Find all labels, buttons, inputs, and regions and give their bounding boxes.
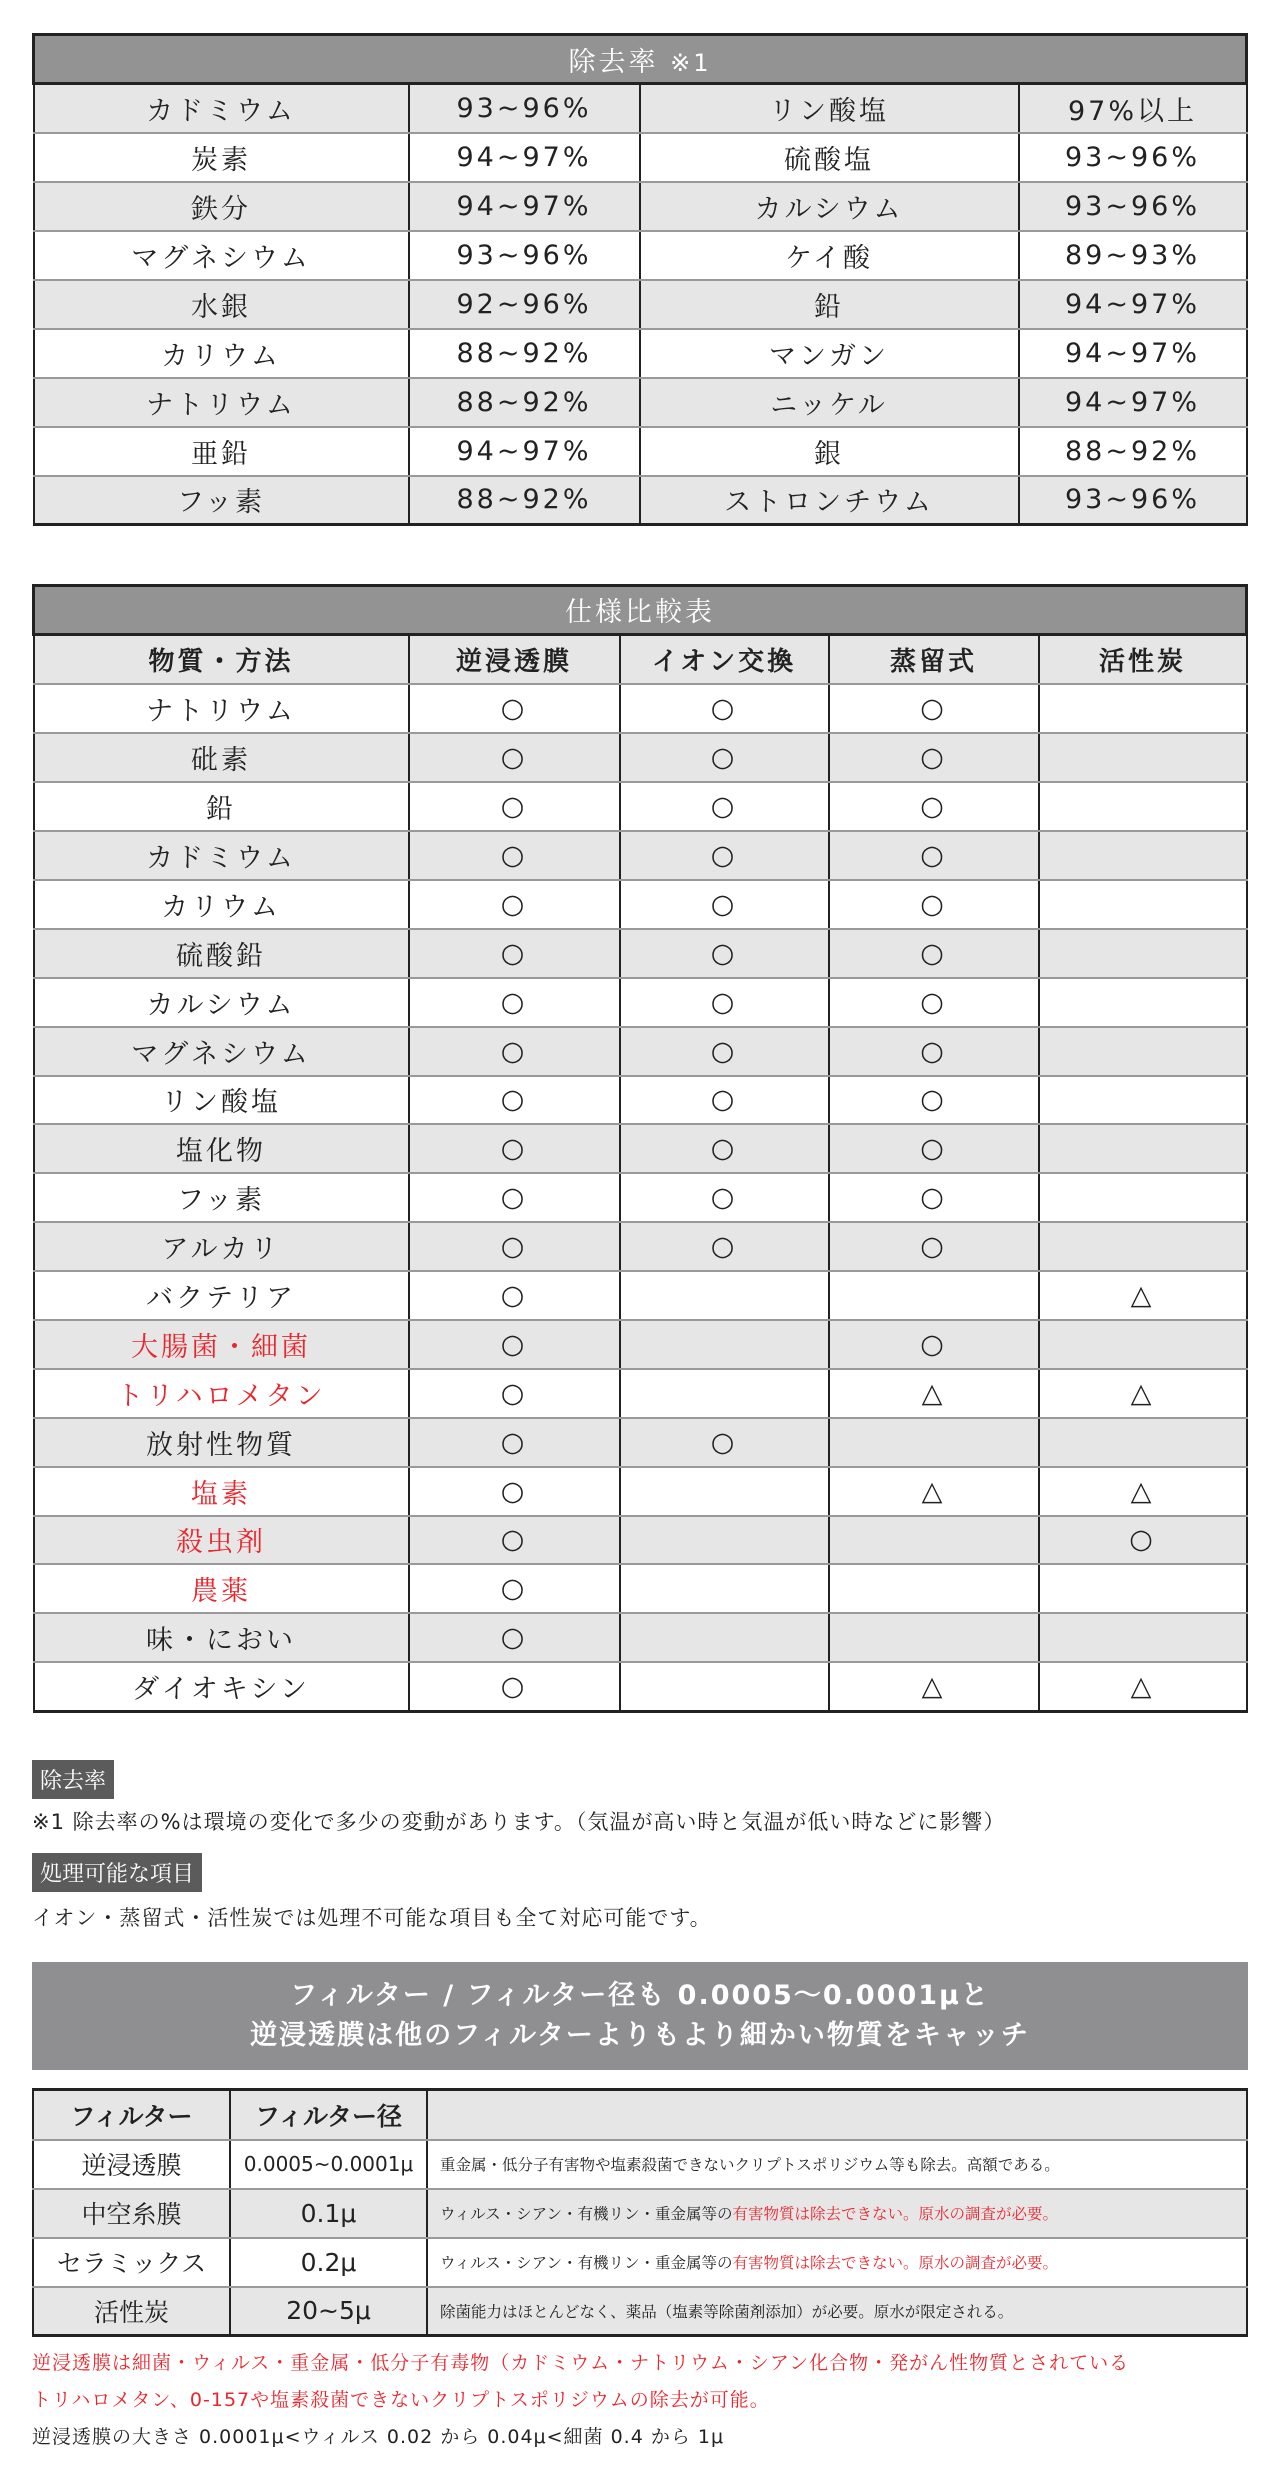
- rate-cell: 93~96%: [1019, 133, 1247, 182]
- rate-cell: 88~92%: [409, 329, 640, 378]
- column-header: 物質・方法: [34, 634, 409, 684]
- circle-mark: ○: [829, 684, 1039, 733]
- table-row: [34, 1516, 1247, 1565]
- circle-mark: ○: [829, 831, 1039, 880]
- filter-banner: [32, 1962, 1248, 2070]
- empty-cell: [620, 1369, 829, 1418]
- substance-cell: アルカリ: [34, 1222, 409, 1271]
- table-row: [34, 1124, 1247, 1173]
- circle-mark: ○: [829, 929, 1039, 978]
- table-row: [34, 476, 1247, 525]
- circle-mark: ○: [829, 733, 1039, 782]
- filter-name-cell: 逆浸透膜: [33, 2140, 230, 2189]
- rate-cell: 93~96%: [1019, 182, 1247, 231]
- substance-cell: カドミウム: [34, 84, 409, 133]
- description-text: ウィルス・シアン・有機リン・重金属等の: [440, 2254, 733, 2272]
- table-row: [34, 1467, 1247, 1516]
- empty-cell: [620, 1564, 829, 1613]
- circle-mark: ○: [620, 831, 829, 880]
- triangle-mark: △: [1039, 1467, 1247, 1516]
- substance-cell: 硫酸塩: [640, 133, 1019, 182]
- circle-mark: ○: [409, 1222, 620, 1271]
- removal-rate-tag: 除去率: [32, 1760, 114, 1799]
- rate-cell: 94~97%: [1019, 378, 1247, 427]
- empty-cell: [620, 1320, 829, 1369]
- circle-mark: ○: [1039, 1516, 1247, 1565]
- circle-mark: ○: [409, 1467, 620, 1516]
- table-header: [33, 2090, 1247, 2140]
- rate-cell: 94~97%: [1019, 329, 1247, 378]
- substance-cell: 銀: [640, 427, 1019, 476]
- table-row: [34, 231, 1247, 280]
- triangle-mark: △: [829, 1467, 1039, 1516]
- table-row: [34, 1027, 1247, 1076]
- empty-cell: [1039, 684, 1247, 733]
- substance-cell: 亜鉛: [34, 427, 409, 476]
- triangle-mark: △: [1039, 1271, 1247, 1320]
- substance-cell: 味・におい: [34, 1613, 409, 1662]
- substance-cell: ケイ酸: [640, 231, 1019, 280]
- empty-cell: [1039, 1076, 1247, 1125]
- circle-mark: ○: [409, 1418, 620, 1467]
- triangle-mark: △: [1039, 1662, 1247, 1711]
- circle-mark: ○: [620, 684, 829, 733]
- substance-cell: リン酸塩: [34, 1076, 409, 1125]
- circle-mark: ○: [409, 1516, 620, 1565]
- circle-mark: ○: [409, 929, 620, 978]
- processable-items-tag: 処理可能な項目: [32, 1853, 202, 1892]
- substance-cell: 炭素: [34, 133, 409, 182]
- empty-cell: [1039, 929, 1247, 978]
- footer-red-line-2: トリハロメタン、0-157や塩素殺菌できないクリプトスポリジウムの除去が可能。: [32, 2389, 770, 2411]
- table-row: [34, 733, 1247, 782]
- description-text: ウィルス・シアン・有機リン・重金属等の: [440, 2205, 733, 2223]
- rate-cell: 97%以上: [1019, 84, 1247, 133]
- filter-description-cell: [427, 2189, 1247, 2238]
- triangle-mark: △: [829, 1662, 1039, 1711]
- table-row: [34, 1271, 1247, 1320]
- substance-cell: ニッケル: [640, 378, 1019, 427]
- circle-mark: ○: [409, 1271, 620, 1320]
- table-row: [34, 1662, 1247, 1711]
- table-header: [34, 634, 1247, 684]
- table-row: [34, 831, 1247, 880]
- table-row: [34, 782, 1247, 831]
- empty-cell: [620, 1516, 829, 1565]
- substance-cell: フッ素: [34, 1173, 409, 1222]
- circle-mark: ○: [620, 1076, 829, 1125]
- triangle-mark: △: [829, 1369, 1039, 1418]
- circle-mark: ○: [409, 1124, 620, 1173]
- empty-cell: [829, 1516, 1039, 1565]
- column-header: [427, 2090, 1247, 2140]
- table-row: [34, 1564, 1247, 1613]
- removal-rate-table: [32, 33, 1248, 526]
- table-row: [33, 2287, 1247, 2336]
- description-text: 除菌能力はほとんどなく、薬品（塩素等除菌剤添加）が必要。原水が限定される。: [440, 2302, 1014, 2321]
- footer-size-comparison: 逆浸透膜の大きさ 0.0001μ<ウィルス 0.02 から 0.04μ<細菌 0.4 から 1μ: [32, 2426, 725, 2448]
- substance-cell: 砒素: [34, 733, 409, 782]
- table-row: [34, 329, 1247, 378]
- circle-mark: ○: [829, 880, 1039, 929]
- table-row: [34, 84, 1247, 133]
- empty-cell: [1039, 1027, 1247, 1076]
- rate-cell: 88~92%: [1019, 427, 1247, 476]
- banner-line-1: フィルター / フィルター径も 0.0005～0.0001μと: [290, 1980, 990, 2011]
- table-row: [34, 1173, 1247, 1222]
- empty-cell: [1039, 1222, 1247, 1271]
- circle-mark: ○: [409, 1662, 620, 1711]
- empty-cell: [620, 1662, 829, 1711]
- empty-cell: [829, 1564, 1039, 1613]
- substance-cell: カリウム: [34, 329, 409, 378]
- circle-mark: ○: [620, 929, 829, 978]
- table-row: [34, 1418, 1247, 1467]
- description-text: 有害物質は除去できない。原水の調査が必要。: [732, 2205, 1059, 2223]
- table-row: [33, 2238, 1247, 2287]
- circle-mark: ○: [409, 1369, 620, 1418]
- substance-cell: 硫酸鉛: [34, 929, 409, 978]
- substance-cell: バクテリア: [34, 1271, 409, 1320]
- substance-cell: ナトリウム: [34, 684, 409, 733]
- rate-cell: 89~93%: [1019, 231, 1247, 280]
- empty-cell: [1039, 733, 1247, 782]
- circle-mark: ○: [409, 1613, 620, 1662]
- circle-mark: ○: [409, 733, 620, 782]
- circle-mark: ○: [829, 978, 1039, 1027]
- column-header: 蒸留式: [829, 634, 1039, 684]
- column-header: フィルター径: [230, 2090, 427, 2140]
- empty-cell: [1039, 1124, 1247, 1173]
- table-row: [33, 2189, 1247, 2238]
- substance-cell: カドミウム: [34, 831, 409, 880]
- substance-cell: 鉛: [34, 782, 409, 831]
- rate-cell: 93~96%: [1019, 476, 1247, 525]
- empty-cell: [620, 1271, 829, 1320]
- filter-table: [32, 2088, 1248, 2337]
- removal-rate-title: [34, 35, 1247, 84]
- substance-cell: カリウム: [34, 880, 409, 929]
- circle-mark: ○: [620, 1027, 829, 1076]
- substance-cell: 鉄分: [34, 182, 409, 231]
- spec-comparison-table: [32, 584, 1248, 1713]
- empty-cell: [1039, 1418, 1247, 1467]
- circle-mark: ○: [620, 1222, 829, 1271]
- rate-cell: 94~97%: [409, 133, 640, 182]
- title-text: 除去率: [568, 46, 659, 78]
- circle-mark: ○: [409, 684, 620, 733]
- substance-cell: フッ素: [34, 476, 409, 525]
- table-row: [34, 378, 1247, 427]
- circle-mark: ○: [620, 1173, 829, 1222]
- table-row: [34, 1320, 1247, 1369]
- table-row: [34, 1613, 1247, 1662]
- substance-cell: ダイオキシン: [34, 1662, 409, 1711]
- removal-rate-note: ※1 除去率の%は環境の変化で多少の変動があります。（気温が高い時と気温が低い時などに影響）: [32, 1810, 1006, 1834]
- empty-cell: [829, 1271, 1039, 1320]
- empty-cell: [620, 1613, 829, 1662]
- substance-cell: 塩素: [34, 1467, 409, 1516]
- filter-description-cell: [427, 2238, 1247, 2287]
- rate-cell: 88~92%: [409, 378, 640, 427]
- substance-cell: トリハロメタン: [34, 1369, 409, 1418]
- circle-mark: ○: [409, 1076, 620, 1125]
- substance-cell: カルシウム: [34, 978, 409, 1027]
- column-header: 活性炭: [1039, 634, 1247, 684]
- filter-name-cell: セラミックス: [33, 2238, 230, 2287]
- circle-mark: ○: [829, 1320, 1039, 1369]
- filter-name-cell: 中空糸膜: [33, 2189, 230, 2238]
- substance-cell: マンガン: [640, 329, 1019, 378]
- table-row: [34, 684, 1247, 733]
- empty-cell: [620, 1467, 829, 1516]
- description-text: 重金属・低分子有害物や塩素殺菌できないクリプトスポリジウム等も除去。高額である。: [440, 2156, 1060, 2174]
- circle-mark: ○: [620, 733, 829, 782]
- note-mark: ※1: [670, 48, 712, 77]
- substance-cell: 放射性物質: [34, 1418, 409, 1467]
- circle-mark: ○: [829, 782, 1039, 831]
- table-row: [34, 880, 1247, 929]
- circle-mark: ○: [829, 1173, 1039, 1222]
- table-row: [33, 2140, 1247, 2189]
- circle-mark: ○: [620, 880, 829, 929]
- processable-items-note: イオン・蒸留式・活性炭では処理不可能な項目も全て対応可能です。: [32, 1906, 712, 1930]
- substance-cell: 大腸菌・細菌: [34, 1320, 409, 1369]
- substance-cell: 農薬: [34, 1564, 409, 1613]
- circle-mark: ○: [620, 1124, 829, 1173]
- circle-mark: ○: [409, 978, 620, 1027]
- empty-cell: [1039, 1173, 1247, 1222]
- table-row: [34, 133, 1247, 182]
- filter-name-cell: 活性炭: [33, 2287, 230, 2336]
- circle-mark: ○: [409, 1173, 620, 1222]
- empty-cell: [829, 1418, 1039, 1467]
- rate-cell: 92~96%: [409, 280, 640, 329]
- table-row: [34, 929, 1247, 978]
- table-row: [34, 1369, 1247, 1418]
- substance-cell: リン酸塩: [640, 84, 1019, 133]
- circle-mark: ○: [409, 782, 620, 831]
- empty-cell: [1039, 1564, 1247, 1613]
- filter-size-cell: 0.2μ: [230, 2238, 427, 2287]
- empty-cell: [1039, 782, 1247, 831]
- circle-mark: ○: [620, 1418, 829, 1467]
- column-header: フィルター: [33, 2090, 230, 2140]
- table-row: [34, 182, 1247, 231]
- circle-mark: ○: [620, 782, 829, 831]
- substance-cell: 殺虫剤: [34, 1516, 409, 1565]
- table-row: [34, 1222, 1247, 1271]
- circle-mark: ○: [829, 1222, 1039, 1271]
- filter-description-cell: [427, 2140, 1247, 2189]
- table-row: [34, 1076, 1247, 1125]
- banner-line-2: 逆浸透膜は他のフィルターよりもより細かい物質をキャッチ: [250, 2020, 1030, 2051]
- empty-cell: [1039, 831, 1247, 880]
- empty-cell: [1039, 1613, 1247, 1662]
- substance-cell: マグネシウム: [34, 1027, 409, 1076]
- circle-mark: ○: [829, 1124, 1039, 1173]
- triangle-mark: △: [1039, 1369, 1247, 1418]
- substance-cell: 水銀: [34, 280, 409, 329]
- circle-mark: ○: [409, 1320, 620, 1369]
- filter-size-cell: 0.0005~0.0001μ: [230, 2140, 427, 2189]
- circle-mark: ○: [620, 978, 829, 1027]
- empty-cell: [1039, 880, 1247, 929]
- filter-size-cell: 0.1μ: [230, 2189, 427, 2238]
- substance-cell: 塩化物: [34, 1124, 409, 1173]
- column-header: 逆浸透膜: [409, 634, 620, 684]
- circle-mark: ○: [409, 880, 620, 929]
- table-row: [34, 280, 1247, 329]
- substance-cell: ナトリウム: [34, 378, 409, 427]
- spec-title: 仕様比較表: [34, 586, 1247, 635]
- rate-cell: 93~96%: [409, 231, 640, 280]
- filter-size-cell: 20~5μ: [230, 2287, 427, 2336]
- circle-mark: ○: [409, 1564, 620, 1613]
- rate-cell: 94~97%: [1019, 280, 1247, 329]
- table-row: [34, 978, 1247, 1027]
- substance-cell: 鉛: [640, 280, 1019, 329]
- footer-red-line-1: 逆浸透膜は細菌・ウィルス・重金属・低分子有毒物（カドミウム・ナトリウム・シアン化合物・発がん性物質とされている: [32, 2352, 1130, 2374]
- filter-description-cell: [427, 2287, 1247, 2336]
- substance-cell: カルシウム: [640, 182, 1019, 231]
- rate-cell: 88~92%: [409, 476, 640, 525]
- table-row: [34, 427, 1247, 476]
- empty-cell: [1039, 978, 1247, 1027]
- empty-cell: [1039, 1320, 1247, 1369]
- circle-mark: ○: [409, 1027, 620, 1076]
- rate-cell: 93~96%: [409, 84, 640, 133]
- substance-cell: ストロンチウム: [640, 476, 1019, 525]
- rate-cell: 94~97%: [409, 182, 640, 231]
- substance-cell: マグネシウム: [34, 231, 409, 280]
- circle-mark: ○: [829, 1076, 1039, 1125]
- circle-mark: ○: [409, 831, 620, 880]
- rate-cell: 94~97%: [409, 427, 640, 476]
- empty-cell: [829, 1613, 1039, 1662]
- description-text: 有害物質は除去できない。原水の調査が必要。: [732, 2254, 1059, 2272]
- circle-mark: ○: [829, 1027, 1039, 1076]
- column-header: イオン交換: [620, 634, 829, 684]
